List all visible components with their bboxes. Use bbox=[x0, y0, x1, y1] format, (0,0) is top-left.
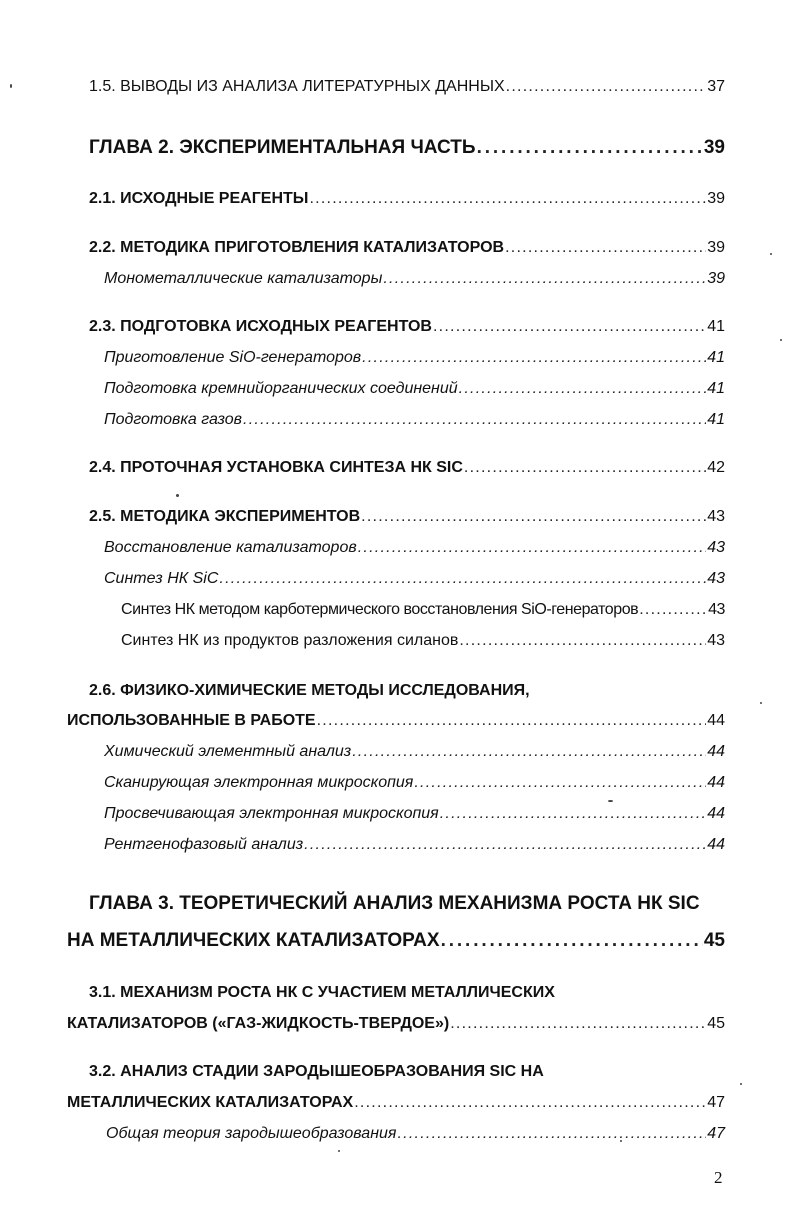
dot-leader bbox=[352, 744, 706, 760]
toc-entry-title: ИСПОЛЬЗОВАННЫЕ В РАБОТЕ bbox=[67, 712, 316, 729]
scan-speck bbox=[740, 1083, 742, 1085]
scan-speck bbox=[10, 84, 12, 88]
toc-entry-page: 43 bbox=[707, 508, 725, 525]
toc-entry-page: 45 bbox=[707, 1015, 725, 1032]
dot-leader bbox=[309, 191, 706, 207]
toc-entry-2-3 bbox=[89, 319, 725, 335]
toc-entry-page: 39 bbox=[707, 270, 725, 287]
toc-entry-title: Синтез НК методом карботермического восстановления SiO-генераторов bbox=[121, 601, 639, 618]
toc-entry-3-1 bbox=[67, 1016, 725, 1032]
toc-entry-2-2 bbox=[89, 240, 725, 256]
toc-entry-page: 44 bbox=[707, 774, 725, 791]
toc-entry-page: 44 bbox=[707, 743, 725, 760]
dot-leader bbox=[317, 713, 707, 729]
scan-speck bbox=[338, 1150, 340, 1152]
toc-entry-title: ГЛАВА 2. ЭКСПЕРИМЕНТАЛЬНАЯ ЧАСТЬ bbox=[89, 137, 476, 158]
toc-entry-page: 44 bbox=[707, 836, 725, 853]
toc-entry-page: 47 bbox=[707, 1125, 725, 1142]
toc-entry-2-3-b bbox=[104, 381, 725, 397]
toc-entry-2-6-a bbox=[104, 744, 725, 760]
toc-entry-title: Подготовка газов bbox=[104, 411, 243, 428]
toc-entry-page: 42 bbox=[707, 459, 725, 476]
toc-entry-2-1 bbox=[89, 191, 725, 207]
dot-leader bbox=[433, 319, 706, 335]
toc-entry-2-5 bbox=[89, 509, 725, 525]
toc-entry-page: 39 bbox=[707, 190, 725, 207]
toc-entry-title: Рентгенофазовый анализ bbox=[104, 836, 304, 853]
dot-leader bbox=[450, 1016, 706, 1032]
toc-entry-title: 2.4. ПРОТОЧНАЯ УСТАНОВКА СИНТЕЗА НК SIC bbox=[89, 459, 463, 476]
toc-entry-1-5 bbox=[89, 79, 725, 95]
toc-entry-page: 41 bbox=[707, 349, 725, 366]
dot-leader bbox=[361, 509, 706, 525]
dot-leader bbox=[477, 138, 703, 157]
dot-leader bbox=[459, 633, 706, 649]
toc-entry-title: Монометаллические катализаторы bbox=[104, 270, 383, 287]
scan-speck bbox=[770, 253, 772, 255]
toc-entry-page: 43 bbox=[707, 539, 725, 556]
toc-entry-page: 43 bbox=[708, 601, 725, 618]
toc-entry-title: Синтез НК SiC bbox=[104, 570, 219, 587]
toc-entry-page: 41 bbox=[707, 411, 725, 428]
dot-leader bbox=[362, 350, 706, 366]
dot-leader bbox=[354, 1095, 706, 1111]
toc-entry-2-6-d bbox=[104, 837, 725, 853]
toc-entry-page: 43 bbox=[707, 570, 725, 587]
toc-entry-title: КАТАЛИЗАТОРОВ («ГАЗ-ЖИДКОСТЬ-ТВЕРДОЕ») bbox=[67, 1015, 450, 1032]
toc-entry-title: 2.5. МЕТОДИКА ЭКСПЕРИМЕНТОВ bbox=[89, 508, 361, 525]
toc-entry-title: Синтез НК из продуктов разложения силанов bbox=[121, 632, 459, 649]
toc-entry-title: Просвечивающая электронная микроскопия bbox=[104, 805, 439, 822]
dot-leader bbox=[219, 571, 706, 587]
scan-speck bbox=[760, 702, 762, 704]
toc-entry-title: Общая теория зародышеобразования bbox=[106, 1125, 397, 1142]
toc-entry-2-6-line1: 2.6. ФИЗИКО-ХИМИЧЕСКИЕ МЕТОДЫ ИССЛЕДОВАНИЯ, bbox=[89, 682, 530, 699]
dot-leader bbox=[459, 381, 707, 397]
toc-entry-title: 2.2. МЕТОДИКА ПРИГОТОВЛЕНИЯ КАТАЛИЗАТОРОВ bbox=[89, 239, 505, 256]
toc-entry-2-6 bbox=[67, 713, 725, 729]
toc-entry-2-5-a bbox=[104, 540, 725, 556]
dot-leader bbox=[506, 79, 707, 95]
dot-leader bbox=[383, 271, 706, 287]
toc-entry-2-3-a bbox=[104, 350, 725, 366]
dot-leader bbox=[414, 775, 706, 791]
toc-entry-page: 44 bbox=[707, 805, 725, 822]
toc-entry-2-5-b bbox=[104, 571, 725, 587]
toc-entry-3-2-a bbox=[106, 1126, 725, 1142]
dot-leader bbox=[639, 602, 707, 618]
toc-entry-page: 37 bbox=[707, 78, 725, 95]
dot-leader bbox=[304, 837, 706, 853]
toc-entry-page: 39 bbox=[703, 137, 725, 158]
dot-leader bbox=[243, 412, 706, 428]
toc-entry-3-1-line1: 3.1. МЕХАНИЗМ РОСТА НК С УЧАСТИЕМ МЕТАЛЛИЧЕСКИХ bbox=[89, 984, 555, 1001]
dot-leader bbox=[358, 540, 707, 556]
toc-entry-2-4 bbox=[89, 460, 725, 476]
dot-leader bbox=[441, 931, 703, 950]
toc-entry-title: 2.1. ИСХОДНЫЕ РЕАГЕНТЫ bbox=[89, 190, 309, 207]
toc-entry-page: 41 bbox=[707, 380, 725, 397]
scan-speck bbox=[608, 800, 613, 802]
scan-speck bbox=[176, 494, 179, 497]
toc-entry-3-2 bbox=[67, 1095, 725, 1111]
toc-entry-2-2-a bbox=[104, 271, 725, 287]
toc-entry-page: 43 bbox=[707, 632, 725, 649]
toc-entry-2-6-c bbox=[104, 806, 725, 822]
toc-entry-page: 41 bbox=[707, 318, 725, 335]
page-number: 2 bbox=[714, 1168, 723, 1187]
toc-entry-page: 45 bbox=[703, 930, 725, 951]
toc-entry-2-6-b bbox=[104, 775, 725, 791]
scan-speck bbox=[620, 1140, 622, 1142]
toc-entry-page: 47 bbox=[707, 1094, 725, 1111]
toc-entry-title: 1.5. ВЫВОДЫ ИЗ АНАЛИЗА ЛИТЕРАТУРНЫХ ДАННЫХ bbox=[89, 78, 505, 95]
toc-entry-2-5-b2 bbox=[121, 633, 725, 649]
toc-entry-page: 39 bbox=[707, 239, 725, 256]
dot-leader bbox=[464, 460, 706, 476]
toc-entry-title: НА МЕТАЛЛИЧЕСКИХ КАТАЛИЗАТОРАХ bbox=[67, 930, 440, 951]
toc-chapter-2 bbox=[89, 138, 725, 157]
toc-chapter-3 bbox=[67, 931, 725, 950]
toc-entry-title: 2.3. ПОДГОТОВКА ИСХОДНЫХ РЕАГЕНТОВ bbox=[89, 318, 432, 335]
toc-entry-2-5-b1 bbox=[121, 602, 725, 618]
toc-entry-3-2-line1: 3.2. АНАЛИЗ СТАДИИ ЗАРОДЫШЕОБРАЗОВАНИЯ SIC НА bbox=[89, 1063, 544, 1080]
scan-speck bbox=[780, 339, 782, 341]
dot-leader bbox=[397, 1126, 706, 1142]
dot-leader bbox=[505, 240, 706, 256]
toc-entry-title: Сканирующая электронная микроскопия bbox=[104, 774, 414, 791]
toc-entry-page: 44 bbox=[707, 712, 725, 729]
toc-entry-title: МЕТАЛЛИЧЕСКИХ КАТАЛИЗАТОРАХ bbox=[67, 1094, 354, 1111]
toc-entry-2-3-c bbox=[104, 412, 725, 428]
toc-entry-title: Приготовление SiO-генераторов bbox=[104, 349, 362, 366]
toc-entry-title: Подготовка кремнийорганических соединений bbox=[104, 380, 458, 397]
toc-entry-title: Химический элементный анализ bbox=[104, 743, 352, 760]
dot-leader bbox=[440, 806, 706, 822]
toc-chapter-3-line1: ГЛАВА 3. ТЕОРЕТИЧЕСКИЙ АНАЛИЗ МЕХАНИЗМА РОСТА НК SIC bbox=[89, 893, 700, 914]
toc-entry-title: Восстановление катализаторов bbox=[104, 539, 357, 556]
